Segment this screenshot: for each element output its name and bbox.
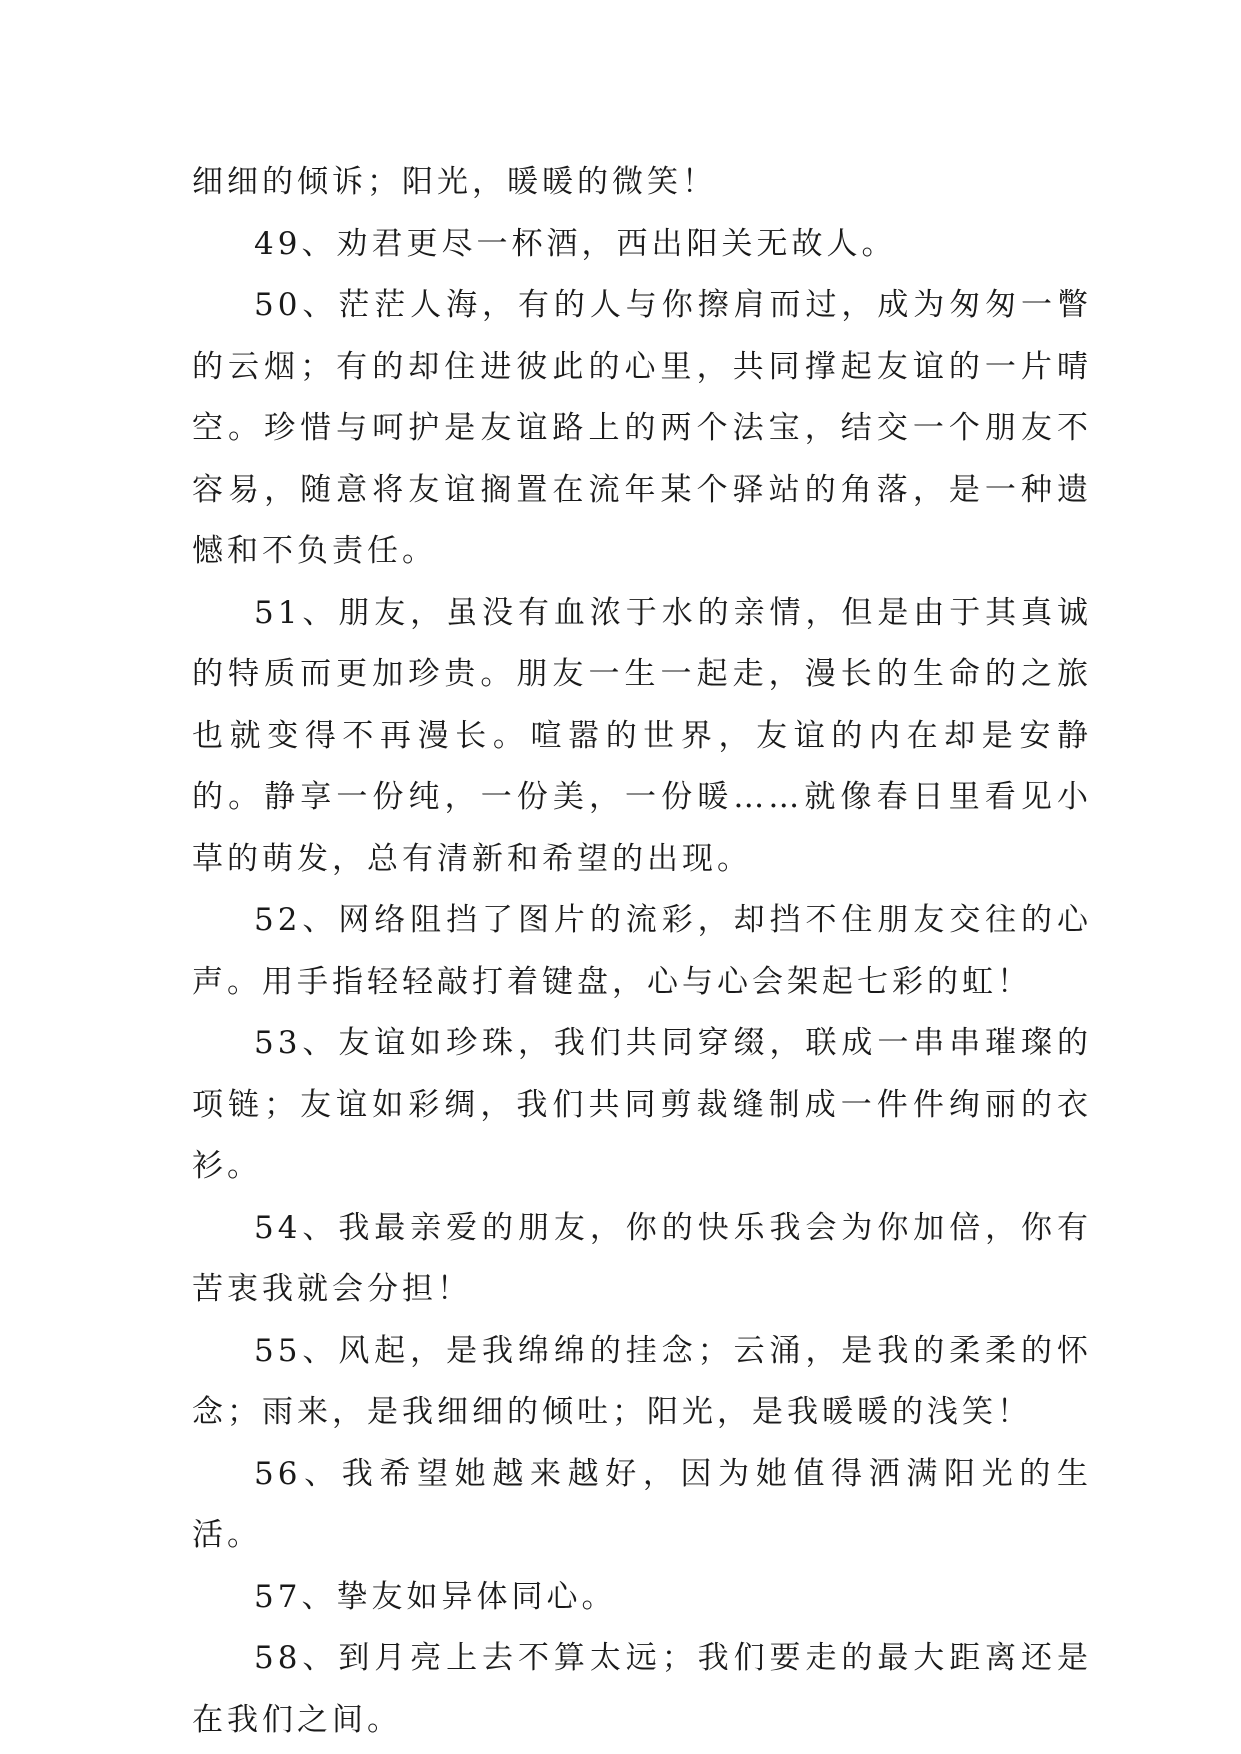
paragraph-57: 57、挚友如异体同心。 bbox=[254, 1578, 617, 1615]
paragraph-53: 53、友谊如珍珠，我们共同穿缀，联成一串串璀璨的项链；友谊如彩绸，我们共同剪裁缝制成一件件绚丽的衣衫。 bbox=[192, 1025, 1092, 1184]
paragraph-continuation: 细细的倾诉；阳光，暖暖的微笑！ bbox=[192, 164, 717, 200]
document-body bbox=[192, 152, 1092, 1751]
paragraph-55: 55、风起，是我绵绵的挂念；云涌，是我的柔柔的怀念；雨来，是我细细的倾吐；阳光，是我暖暖的浅笑！ bbox=[192, 1332, 1092, 1430]
paragraph-54: 54、我最亲爱的朋友，你的快乐我会为你加倍，你有苦衷我就会分担！ bbox=[192, 1209, 1092, 1307]
paragraph-56: 56、我希望她越来越好，因为她值得洒满阳光的生活。 bbox=[192, 1455, 1092, 1553]
paragraph-52: 52、网络阻挡了图片的流彩，却挡不住朋友交往的心声。用手指轻轻敲打着键盘，心与心会架起七彩的虹！ bbox=[192, 902, 1092, 1000]
paragraph-58: 58、到月亮上去不算太远；我们要走的最大距离还是在我们之间。 bbox=[192, 1640, 1092, 1738]
paragraph-50: 50、茫茫人海，有的人与你擦肩而过，成为匆匆一瞥的云烟；有的却住进彼此的心里，共同撑起友谊的一片晴空。珍惜与呵护是友谊路上的两个法宝，结交一个朋友不容易，随意将友谊搁置在流年某个驿站的角落，是一种遗憾和不负责任。 bbox=[192, 287, 1092, 569]
paragraph-51: 51、朋友，虽没有血浓于水的亲情，但是由于其真诚的特质而更加珍贵。朋友一生一起走，漫长的生命的之旅也就变得不再漫长。喧嚣的世界，友谊的内在却是安静的。静享一份纯，一份美，一份暖……就像春日里看见小草的萌发，总有清新和希望的出现。 bbox=[192, 594, 1092, 877]
paragraph-49: 49、劝君更尽一杯酒，西出阳关无故人。 bbox=[254, 225, 897, 262]
